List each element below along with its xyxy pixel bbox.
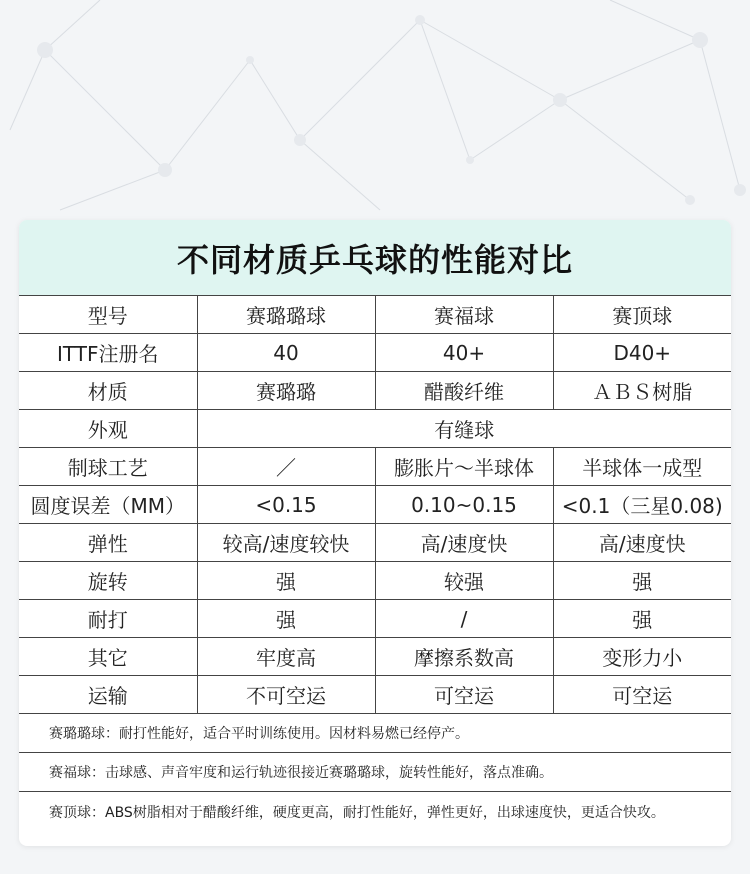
table-row-durability xyxy=(19,600,731,638)
table-cell: 40+ xyxy=(375,334,553,372)
table-cell: 赛璐璐 xyxy=(197,372,375,410)
table-cell: 0.10~0.15 xyxy=(375,486,553,524)
table-row-material xyxy=(19,372,731,410)
row-label: 旋转 xyxy=(19,562,197,600)
table-cell: 不可空运 xyxy=(197,676,375,714)
table-cell: 可空运 xyxy=(375,676,553,714)
table-row-appearance xyxy=(19,410,731,448)
row-label: 耐打 xyxy=(19,600,197,638)
table-cell: 高/速度快 xyxy=(553,524,731,562)
table-row-shipping xyxy=(19,676,731,714)
table-cell: 赛璐璐球 xyxy=(197,296,375,334)
table-cell: 较高/速度较快 xyxy=(197,524,375,562)
row-label: 弹性 xyxy=(19,524,197,562)
note-celluloid: 赛璐璐球：耐打性能好，适合平时训练使用。因材料易燃已经停产。 xyxy=(19,714,731,753)
table-row-ittf-name xyxy=(19,334,731,372)
table-cell: 强 xyxy=(553,600,731,638)
table-cell: 强 xyxy=(197,562,375,600)
table-row-roundness xyxy=(19,486,731,524)
table-cell: <0.1（三星0.08) xyxy=(553,486,731,524)
comparison-table xyxy=(19,295,731,714)
table-row-other xyxy=(19,638,731,676)
table-cell: 膨胀片～半球体 xyxy=(375,448,553,486)
table-row-model xyxy=(19,296,731,334)
table-cell-merged: 有缝球 xyxy=(197,410,731,448)
row-label: 制球工艺 xyxy=(19,448,197,486)
note-saiding: 赛顶球：ABS树脂相对于醋酸纤维，硬度更高，耐打性能好，弹性更好，出球速度快，更适合快攻。 xyxy=(49,804,665,821)
comparison-card xyxy=(19,220,731,846)
table-cell: 赛顶球 xyxy=(553,296,731,334)
table-cell: 高/速度快 xyxy=(375,524,553,562)
table-row-elasticity xyxy=(19,524,731,562)
table-cell: 40 xyxy=(197,334,375,372)
row-label: 材质 xyxy=(19,372,197,410)
row-label: 其它 xyxy=(19,638,197,676)
table-cell: ＡＢＳ树脂 xyxy=(553,372,731,410)
row-label: 型号 xyxy=(19,296,197,334)
table-cell: 可空运 xyxy=(553,676,731,714)
table-cell: 变形力小 xyxy=(553,638,731,676)
row-label: 外观 xyxy=(19,410,197,448)
table-cell: 摩擦系数高 xyxy=(375,638,553,676)
table-cell: D40+ xyxy=(553,334,731,372)
table-cell: 强 xyxy=(553,562,731,600)
table-cell: 赛福球 xyxy=(375,296,553,334)
table-cell: 强 xyxy=(197,600,375,638)
row-label: ITTF注册名 xyxy=(19,334,197,372)
table-cell: 醋酸纤维 xyxy=(375,372,553,410)
row-label: 圆度误差（MM） xyxy=(19,486,197,524)
table-cell: 较强 xyxy=(375,562,553,600)
table-cell: / xyxy=(375,600,553,638)
page-title: 不同材质乒乓球的性能对比 xyxy=(19,220,731,295)
table-cell: 牢度高 xyxy=(197,638,375,676)
row-label: 运输 xyxy=(19,676,197,714)
table-row-spin xyxy=(19,562,731,600)
note-saifu: 赛福球：击球感、声音牢度和运行轨迹很接近赛璐璐球，旋转性能好，落点准确。 xyxy=(19,753,731,792)
table-row-process xyxy=(19,448,731,486)
notes-section xyxy=(19,714,731,831)
table-cell: 半球体一成型 xyxy=(553,448,731,486)
table-cell: ／ xyxy=(197,448,375,486)
table-cell: <0.15 xyxy=(197,486,375,524)
